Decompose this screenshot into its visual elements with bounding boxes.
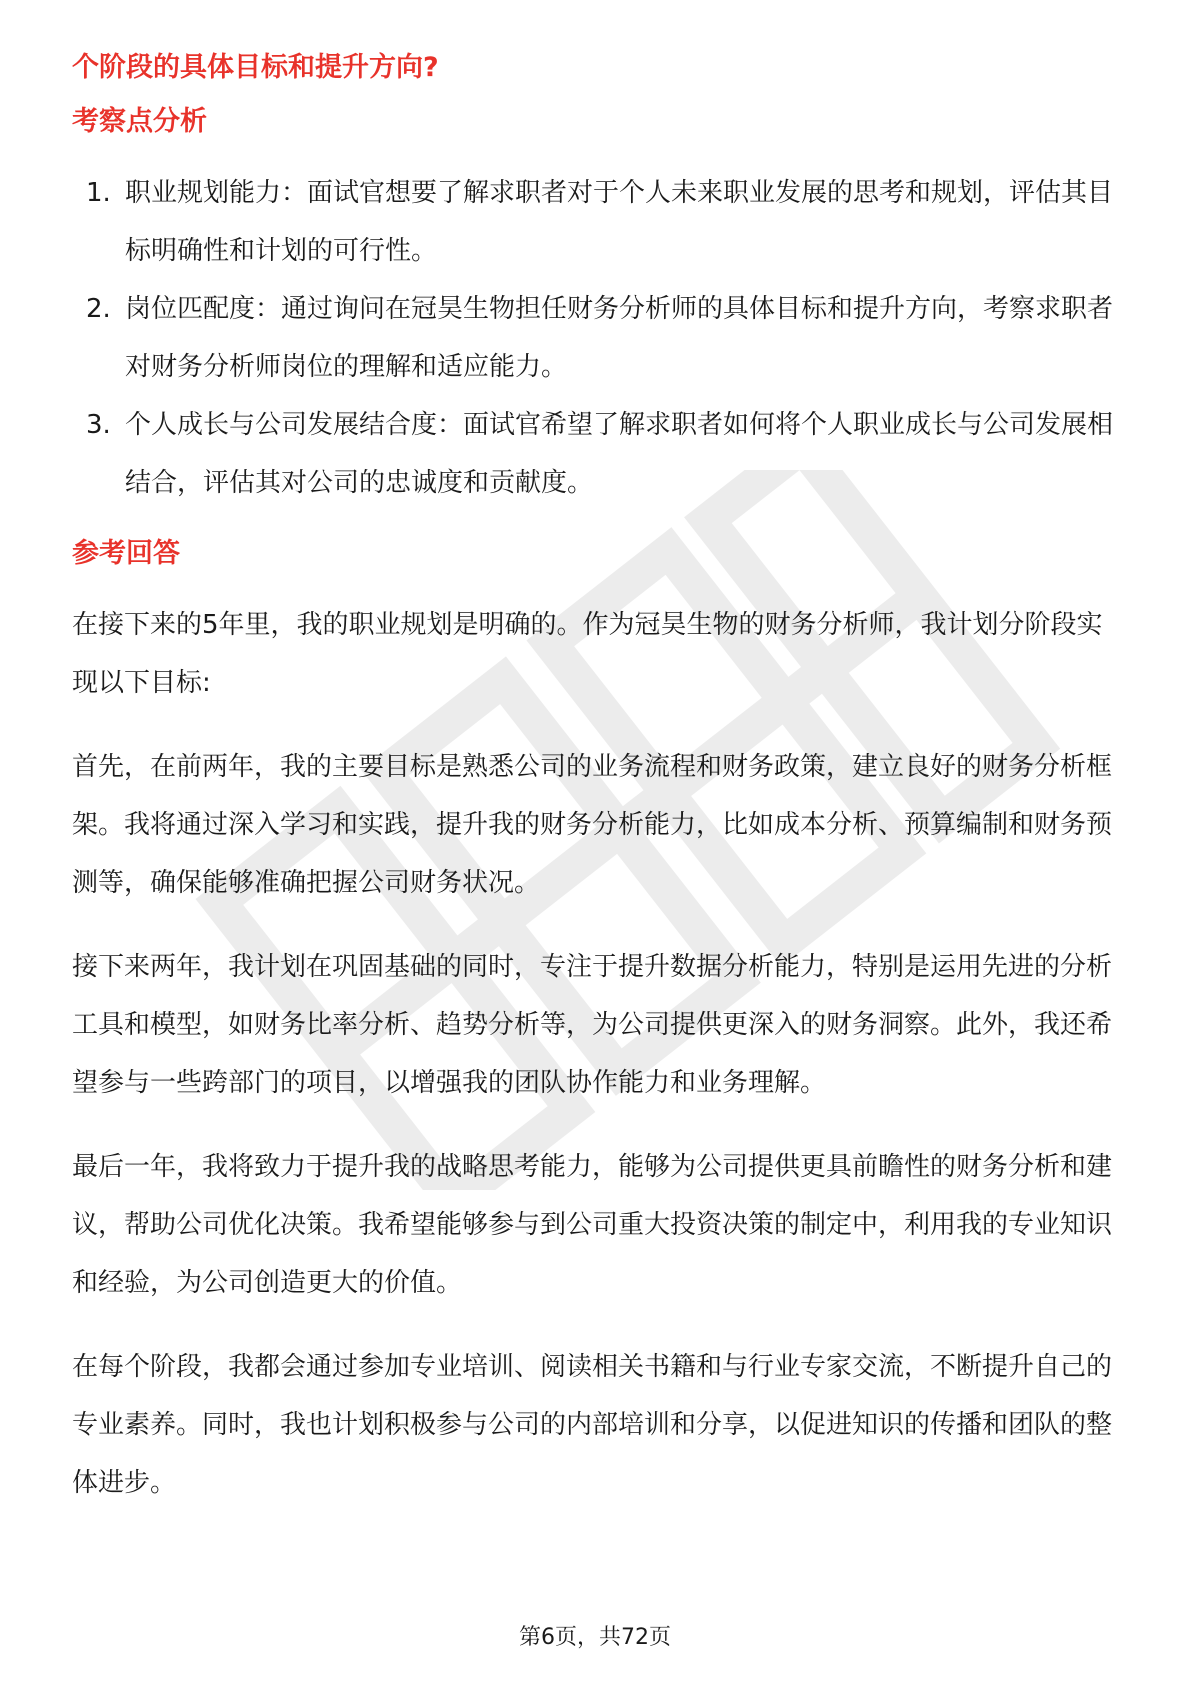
list-number: 2. xyxy=(86,294,111,324)
question-heading: 个阶段的具体目标和提升方向? xyxy=(72,52,439,83)
answer-paragraph: 在接下来的5年里，我的职业规划是明确的。作为冠昊生物的财务分析师，我计划分阶段实现以下目标: xyxy=(72,610,1103,698)
list-text: 岗位匹配度：通过询问在冠昊生物担任财务分析师的具体目标和提升方向，考察求职者对财务分析师岗位的理解和适应能力。 xyxy=(125,294,1114,382)
document-content xyxy=(72,48,1118,1538)
page-footer: 第6页，共72页 xyxy=(519,1625,671,1650)
analysis-list xyxy=(72,164,1118,512)
list-item xyxy=(72,164,1118,280)
list-item xyxy=(72,396,1118,512)
answer-paragraph: 接下来两年，我计划在巩固基础的同时，专注于提升数据分析能力，特别是运用先进的分析工具和模型，如财务比率分析、趋势分析等，为公司提供更深入的财务洞察。此外，我还希望参与一些跨部门的项目，以增强我的团队协作能力和业务理解。 xyxy=(72,952,1113,1098)
answer-heading: 参考回答 xyxy=(72,538,180,569)
answer-paragraph: 首先，在前两年，我的主要目标是熟悉公司的业务流程和财务政策，建立良好的财务分析框架。我将通过深入学习和实践，提升我的财务分析能力，比如成本分析、预算编制和财务预测等，确保能够准确把握公司财务状况。 xyxy=(72,752,1113,898)
list-number: 1. xyxy=(86,178,111,208)
list-item xyxy=(72,280,1118,396)
list-text: 职业规划能力：面试官想要了解求职者对于个人未来职业发展的思考和规划，评估其目标明确性和计划的可行性。 xyxy=(125,178,1114,266)
analysis-heading: 考察点分析 xyxy=(72,106,207,137)
answer-paragraph: 最后一年，我将致力于提升我的战略思考能力，能够为公司提供更具前瞻性的财务分析和建议，帮助公司优化决策。我希望能够参与到公司重大投资决策的制定中，利用我的专业知识和经验，为公司创造更大的价值。 xyxy=(72,1152,1113,1298)
list-number: 3. xyxy=(86,410,111,440)
list-text: 个人成长与公司发展结合度：面试官希望了解求职者如何将个人职业成长与公司发展相结合，评估其对公司的忠诚度和贡献度。 xyxy=(125,410,1114,498)
answer-paragraph: 在每个阶段，我都会通过参加专业培训、阅读相关书籍和与行业专家交流，不断提升自己的专业素养。同时，我也计划积极参与公司的内部培训和分享，以促进知识的传播和团队的整体进步。 xyxy=(72,1352,1113,1498)
